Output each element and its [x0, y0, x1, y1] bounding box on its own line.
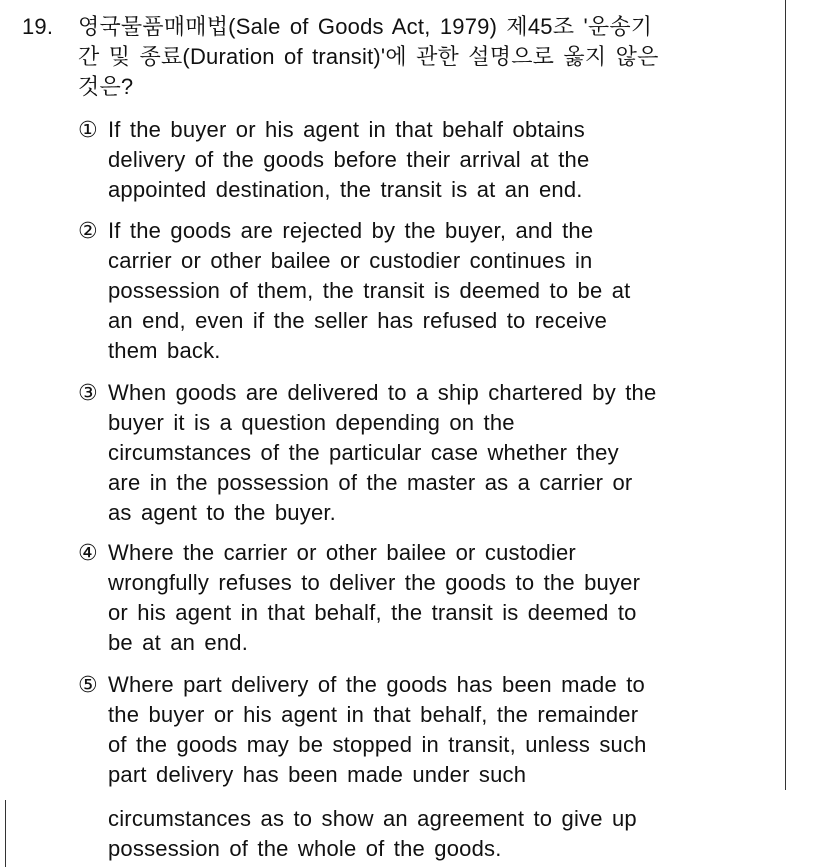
option-text-line: the buyer or his agent in that behalf, the remainder	[108, 702, 639, 727]
option-marker: ③	[78, 380, 98, 405]
option-text-line: When goods are delivered to a ship chartered by the	[108, 380, 657, 405]
option-text-line: circumstances of the particular case whether they	[108, 440, 619, 465]
option-text-line: buyer it is a question depending on the	[108, 410, 515, 435]
question-number: 19.	[22, 14, 54, 39]
option-text-line: Where part delivery of the goods has been made to	[108, 672, 645, 697]
column-divider-right	[785, 0, 786, 790]
option-text-line: them back.	[108, 338, 221, 363]
option-text-line: If the goods are rejected by the buyer, and the	[108, 218, 594, 243]
option-text-line: be at an end.	[108, 630, 249, 655]
question-text-line: 영국물품매매법(Sale of Goods Act, 1979) 제45조 '운송기	[78, 14, 653, 39]
option-text-line: circumstances as to show an agreement to give up	[108, 806, 637, 831]
option-text-line: of the goods may be stopped in transit, unless such	[108, 732, 647, 757]
option-text-line: part delivery has been made under such	[108, 762, 527, 787]
option-text-line: appointed destination, the transit is at an end.	[108, 177, 583, 202]
option-text-line: delivery of the goods before their arrival at the	[108, 147, 590, 172]
option-text-line: carrier or other bailee or custodier continues in	[108, 248, 593, 273]
option-text-line: possession of the whole of the goods.	[108, 836, 502, 861]
option-marker: ⑤	[78, 672, 98, 697]
question-text-line: 간 및 종료(Duration of transit)'에 관한 설명으로 옳지 않은	[78, 44, 659, 69]
option-text-line: as agent to the buyer.	[108, 500, 336, 525]
option-text-line: are in the possession of the master as a carrier or	[108, 470, 633, 495]
option-text-line: or his agent in that behalf, the transit is deemed to	[108, 600, 637, 625]
option-marker: ②	[78, 218, 98, 243]
option-text-line: Where the carrier or other bailee or custodier	[108, 540, 576, 565]
option-text-line: If the buyer or his agent in that behalf obtains	[108, 117, 585, 142]
option-marker: ④	[78, 540, 98, 565]
option-text-line: an end, even if the seller has refused to receive	[108, 308, 608, 333]
question-text-line: 것은?	[78, 74, 134, 99]
option-marker: ①	[78, 117, 98, 142]
option-text-line: wrongfully refuses to deliver the goods to the buyer	[108, 570, 641, 595]
option-text-line: possession of them, the transit is deemed to be at	[108, 278, 631, 303]
column-divider-left	[5, 800, 6, 867]
